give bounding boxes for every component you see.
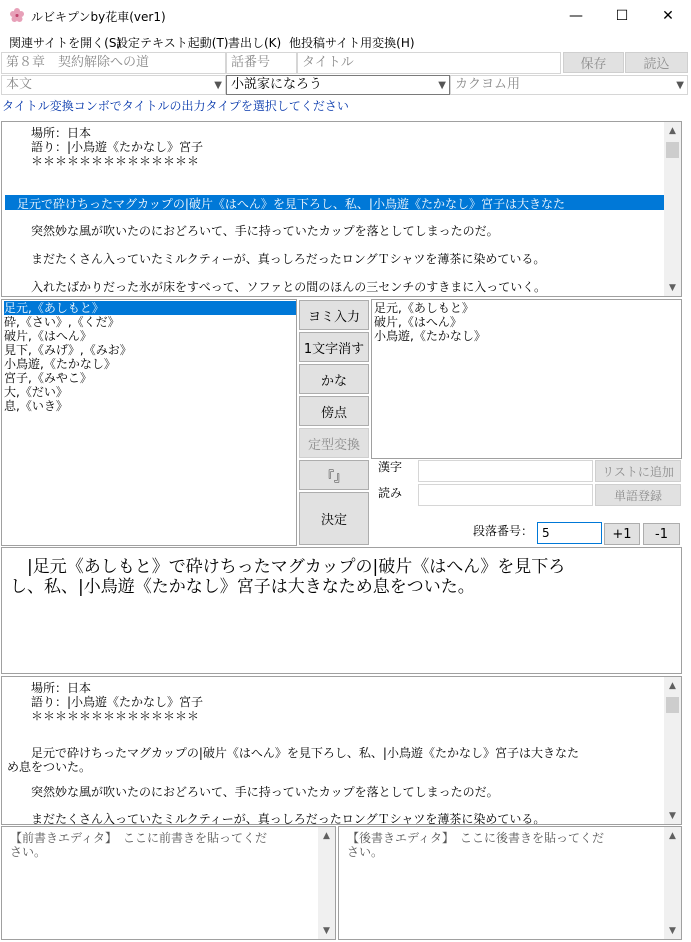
title-convert-combo[interactable]	[226, 75, 450, 95]
close-button[interactable]	[645, 0, 691, 31]
vertical-scrollbar[interactable]	[664, 677, 681, 824]
chevron-down-icon: ▼	[214, 80, 222, 91]
section-combo-value: 本文	[6, 77, 33, 92]
vertical-scrollbar[interactable]	[318, 827, 335, 939]
scroll-up-icon[interactable]: ▲	[323, 830, 330, 841]
paragraph-number-label: 段落番号：	[473, 524, 534, 538]
list-item[interactable]: 宮子,《みやこ》	[4, 371, 92, 385]
close-icon: ✕	[662, 7, 674, 24]
register-word-button[interactable]: 単語登録	[595, 484, 681, 506]
confirm-button[interactable]: 決定	[299, 492, 369, 545]
selected-ruby-list[interactable]	[371, 299, 682, 459]
scroll-up-icon[interactable]: ▲	[669, 830, 676, 841]
list-item[interactable]: 足元,《あしもと》	[374, 301, 474, 315]
yomi-label: 読み	[378, 486, 403, 500]
maximize-button[interactable]	[599, 0, 645, 31]
menu-other-site-convert[interactable]: 他投稿サイト用変換(H)	[289, 36, 415, 50]
editor-line: 語り：|小鳥遊《たかなし》宮子	[19, 140, 204, 154]
scroll-down-icon[interactable]: ▼	[669, 282, 676, 293]
boten-button[interactable]: 傍点	[299, 396, 369, 426]
editor-line: め息をついた。	[7, 760, 92, 774]
flower-icon	[9, 7, 25, 23]
editor-line: 突然妙な風が吹いたのにおどろいて、手に持っていたカップを落としてしまったのだ。	[19, 224, 499, 238]
paragraph-preview-editor[interactable]	[1, 547, 682, 674]
title-convert-combo-value: 小説家になろう	[231, 77, 323, 92]
atogaki-editor[interactable]	[338, 826, 682, 940]
maegaki-placeholder: 【前書きエディタ】 ここに前書きを貼ってくだ	[10, 831, 268, 845]
load-button[interactable]: 読込	[625, 52, 688, 73]
chapter-field[interactable]: 第８章 契約解除への道	[1, 52, 226, 74]
main-text-editor[interactable]	[1, 121, 682, 297]
minimize-icon: —	[569, 7, 583, 24]
chevron-down-icon: ▼	[676, 80, 684, 91]
menu-export[interactable]: 書出し(K)	[228, 36, 282, 50]
list-item[interactable]: 息,《いき》	[4, 399, 68, 413]
bracket-button[interactable]: 『』	[299, 460, 369, 490]
editor-line: 入れたばかりだった氷が床をすべって、ソファとの間のほんの三センチのすきまに入っていく。	[19, 280, 547, 294]
scroll-up-icon[interactable]: ▲	[669, 680, 676, 691]
editor-line: まだたくさん入っていたミルクティーが、真っしろだったロングＴシャツを薄茶に染めている。	[19, 252, 546, 266]
kanji-label: 漢字	[378, 460, 403, 474]
editor-line: まだたくさん入っていたミルクティーが、真っしろだったロングＴシャツを薄茶に染めている。	[19, 812, 546, 825]
list-item-selected[interactable]: 足元,《あしもと》	[4, 301, 296, 315]
editor-line: ＊＊＊＊＊＊＊＊＊＊＊＊＊＊	[19, 709, 200, 723]
kakuyomu-combo-value: カクヨム用	[455, 77, 521, 92]
preview-line: |足元《あしもと》で砕けちったマグカップの|破片《はへん》を見下ろ	[10, 557, 566, 577]
kanji-input[interactable]	[418, 460, 593, 482]
preview-line: し、私、|小鳥遊《たかなし》宮子は大きなため息をついた。	[10, 577, 475, 597]
hint-text: タイトル変換コンボでタイトルの出力タイプを選択してください	[2, 99, 349, 113]
scroll-down-icon[interactable]: ▼	[669, 810, 676, 821]
list-item[interactable]: 見下,《みげ》,《みお》	[4, 343, 132, 357]
kana-button[interactable]: かな	[299, 364, 369, 394]
maegaki-editor[interactable]	[1, 826, 336, 940]
scroll-thumb[interactable]	[666, 142, 679, 158]
atogaki-placeholder: 【後書きエディタ】 ここに後書きを貼ってくだ	[347, 831, 605, 845]
menu-settings-text[interactable]: 設定テキスト起動(T)	[116, 36, 229, 50]
vertical-scrollbar[interactable]	[664, 122, 681, 296]
editor-line: ＊＊＊＊＊＊＊＊＊＊＊＊＊＊	[19, 154, 200, 168]
vertical-scrollbar[interactable]	[664, 827, 681, 939]
scroll-up-icon[interactable]: ▲	[669, 125, 676, 136]
delete-char-button[interactable]: 1文字消す	[299, 332, 369, 362]
window-title: ルビキプンby花車(ver1)	[31, 10, 166, 24]
title-bar	[0, 0, 691, 31]
menu-bar	[0, 31, 691, 51]
editor-line-selected: 足元で砕けちったマグカップの|破片《はへん》を見下ろし、私、|小鳥遊《たかなし》宮子は大きなた	[5, 195, 664, 210]
editor-line: 場所：日本	[19, 681, 92, 695]
menu-open-related-sites[interactable]: 関連サイトを開く(S)	[9, 36, 122, 50]
save-button[interactable]: 保存	[563, 52, 624, 73]
kakuyomu-combo[interactable]	[450, 75, 688, 95]
list-item[interactable]: 小鳥遊,《たかなし》	[374, 329, 486, 343]
editor-line: 場所：日本	[19, 126, 92, 140]
list-item[interactable]: 破片,《はへん》	[374, 315, 462, 329]
episode-number-field[interactable]: 話番号	[226, 52, 297, 74]
section-combo[interactable]	[1, 75, 226, 95]
list-item[interactable]: 小鳥遊,《たかなし》	[4, 357, 116, 371]
scroll-down-icon[interactable]: ▼	[323, 925, 330, 936]
minimize-button[interactable]	[553, 0, 599, 31]
editor-line: 語り：|小鳥遊《たかなし》宮子	[19, 695, 204, 709]
title-field[interactable]: タイトル	[297, 52, 561, 74]
minus-one-button[interactable]: -1	[643, 523, 680, 545]
add-to-list-button[interactable]: リストに追加	[595, 460, 681, 482]
maximize-icon: ☐	[615, 7, 629, 24]
list-item[interactable]: 大,《だい》	[4, 385, 68, 399]
chevron-down-icon: ▼	[438, 80, 446, 91]
ruby-candidate-list[interactable]	[1, 299, 297, 546]
scroll-down-icon[interactable]: ▼	[669, 925, 676, 936]
editor-line: 足元で砕けちったマグカップの|破片《はへん》を見下ろし、私、|小鳥遊《たかなし》宮子は大きなた	[19, 746, 579, 760]
list-item[interactable]: 破片,《はへん》	[4, 329, 92, 343]
paragraph-number-input[interactable]: 5	[537, 522, 602, 544]
editor-line: 突然妙な風が吹いたのにおどろいて、手に持っていたカップを落としてしまったのだ。	[19, 785, 499, 799]
list-item[interactable]: 砕,《さい》,《くだ》	[4, 315, 120, 329]
output-text-editor[interactable]	[1, 676, 682, 825]
yomi-input[interactable]	[418, 484, 593, 506]
maegaki-placeholder: さい。	[10, 845, 47, 859]
yomi-input-button[interactable]: ヨミ入力	[299, 300, 369, 330]
atogaki-placeholder: さい。	[347, 845, 384, 859]
fixed-convert-button[interactable]: 定型変換	[299, 428, 369, 458]
plus-one-button[interactable]: +1	[604, 523, 640, 545]
scroll-thumb[interactable]	[666, 697, 679, 713]
